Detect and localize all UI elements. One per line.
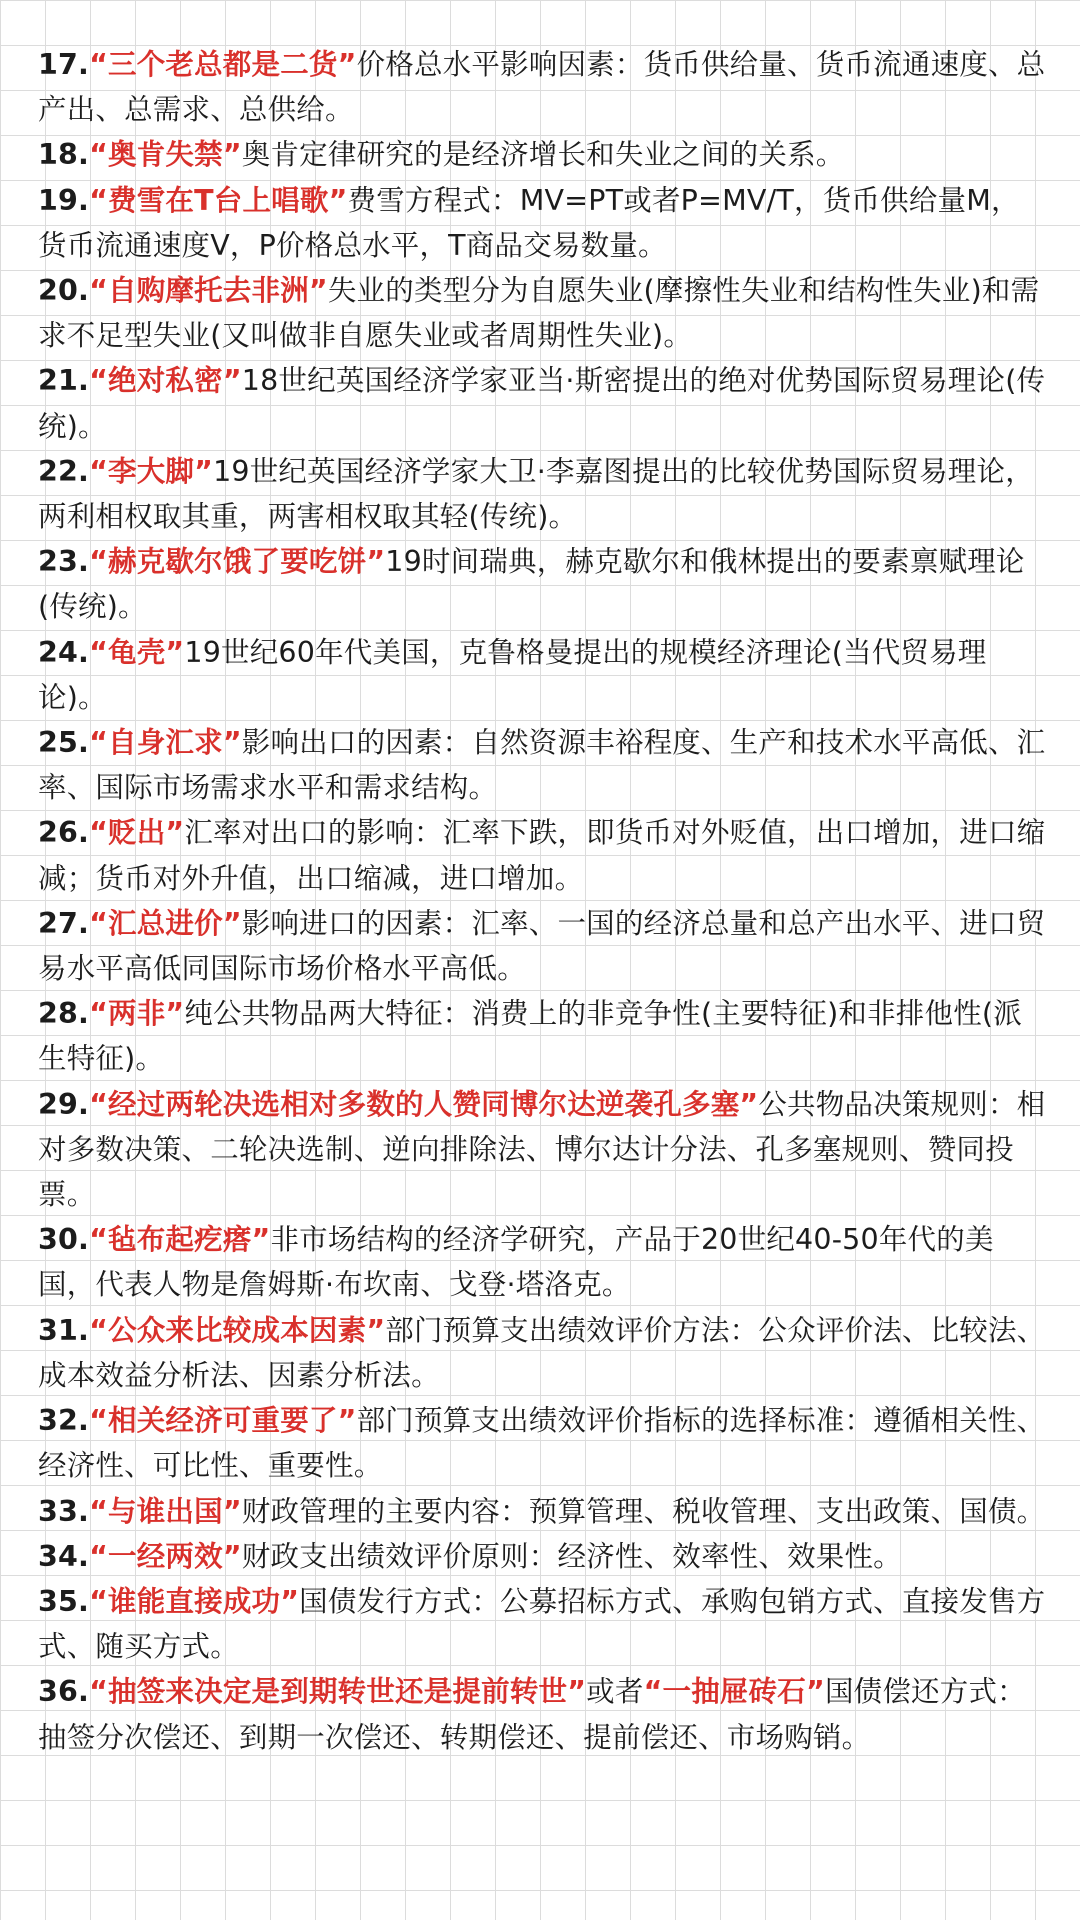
entry-number: 18. xyxy=(38,138,90,172)
mnemonic-phrase: “一经两效” xyxy=(89,1539,242,1573)
mnemonic-phrase: “李大脚” xyxy=(89,454,214,488)
entry-text: 19时间瑞典，赫克歇尔和俄林提出的要素禀赋理论(传统)。 xyxy=(38,545,1025,624)
note-entry xyxy=(38,991,1048,1081)
entry-number: 17. xyxy=(38,48,90,81)
note-entry xyxy=(38,1308,1048,1398)
entry-text: 国债发行方式：公募招标方式、承购包销方式、直接发售方式、随买方式。 xyxy=(38,1584,1046,1664)
entry-text: 失业的类型分为自愿失业(摩擦性失业和结构性失业)和需求不足型失业(又叫做非自愿失业或者周期性失业)。 xyxy=(38,274,1040,353)
entry-text: 公共物品决策规则：相对多数决策、二轮决选制、逆向排除法、博尔达计分法、孔多塞规则、赞同投票。 xyxy=(38,1087,1046,1212)
entry-text: 19世纪英国经济学家大卫·李嘉图提出的比较优势国际贸易理论，两利相权取其重，两害相权取其轻(传统)。 xyxy=(38,454,1034,534)
mnemonic-phrase: “龟壳” xyxy=(89,635,185,669)
mnemonic-phrase: “抽签来决定是到期转世还是提前转世” xyxy=(89,1675,587,1709)
note-entry xyxy=(38,132,1048,177)
entry-text: 费雪方程式：MV=PT或者P=MV/T，货币供给量M，货币流通速度V，P价格总水平，T商品交易数量。 xyxy=(38,183,1020,262)
entry-number: 32. xyxy=(38,1404,90,1438)
note-entry xyxy=(38,42,1048,132)
note-entry xyxy=(38,449,1048,539)
entry-text: 非市场结构的经济学研究，产品于20世纪40-50年代的美国，代表人物是詹姆斯·布坎南、戈登·塔洛克。 xyxy=(38,1223,994,1302)
mnemonic-phrase: “相关经济可重要了” xyxy=(89,1404,357,1438)
entry-number: 26. xyxy=(38,816,90,850)
entry-list xyxy=(38,42,1048,1760)
entry-number: 23. xyxy=(38,545,90,579)
mnemonic-phrase: “奥肯失禁” xyxy=(89,138,242,172)
mnemonic-phrase: “绝对私密” xyxy=(89,364,242,398)
entry-number: 22. xyxy=(38,454,90,488)
mnemonic-phrase: “经过两轮决选相对多数的人赞同博尔达逆袭孔多塞” xyxy=(89,1087,759,1121)
mnemonic-phrase: “两非” xyxy=(89,997,185,1031)
entry-number: 30. xyxy=(38,1223,90,1257)
entry-number: 33. xyxy=(38,1494,90,1528)
mnemonic-phrase: “贬出” xyxy=(89,816,185,850)
mnemonic-phrase: “汇总进价” xyxy=(89,906,242,940)
mnemonic-phrase: “与谁出国” xyxy=(89,1494,242,1528)
note-entry xyxy=(38,1217,1048,1307)
note-entry xyxy=(38,1398,1048,1488)
entry-number: 19. xyxy=(38,183,90,217)
mnemonic-phrase: “自身汇求” xyxy=(89,726,242,760)
mnemonic-phrase: “赫克歇尔饿了要吃饼” xyxy=(89,545,386,579)
entry-number: 36. xyxy=(38,1675,90,1709)
entry-number: 24. xyxy=(38,635,90,669)
note-entry xyxy=(38,1489,1048,1534)
entry-number: 34. xyxy=(38,1539,90,1573)
entry-text: 财政管理的主要内容：预算管理、税收管理、支出政策、国债。 xyxy=(241,1494,1046,1528)
mnemonic-phrase: “公众来比较成本因素” xyxy=(89,1313,386,1347)
note-entry xyxy=(38,720,1048,810)
entry-text: 奥肯定律研究的是经济增长和失业之间的关系。 xyxy=(241,138,845,172)
entry-text: 国债偿还方式：抽签分次偿还、到期一次偿还、转期偿还、提前偿还、市场购销。 xyxy=(38,1675,1026,1754)
entry-number: 27. xyxy=(38,906,90,940)
note-entry xyxy=(38,630,1048,720)
entry-text: 18世纪英国经济学家亚当·斯密提出的绝对优势国际贸易理论(传统)。 xyxy=(38,364,1046,443)
entry-text: 部门预算支出绩效评价方法：公众评价法、比较法、成本效益分析法、因素分析法。 xyxy=(38,1313,1046,1392)
note-entry xyxy=(38,1579,1048,1669)
entry-text: 财政支出绩效评价原则：经济性、效率性、效果性。 xyxy=(241,1539,902,1573)
entry-number: 35. xyxy=(38,1584,90,1618)
entry-text: 汇率对出口的影响：汇率下跌，即货币对外贬值，出口增加，进口缩减；货币对外升值，出口缩减，进口增加。 xyxy=(38,816,1046,895)
note-entry xyxy=(38,268,1048,358)
note-entry xyxy=(38,1669,1048,1759)
entry-number: 25. xyxy=(38,726,90,760)
note-entry xyxy=(38,810,1048,900)
mnemonic-phrase: “费雪在T台上唱歌” xyxy=(89,183,348,217)
mnemonic-phrase: “三个老总都是二货” xyxy=(89,48,357,81)
mnemonic-phrase: “谁能直接成功” xyxy=(89,1584,300,1618)
entry-number: 31. xyxy=(38,1313,90,1347)
entry-text: 影响出口的因素：自然资源丰裕程度、生产和技术水平高低、汇率、国际市场需求水平和需求结构。 xyxy=(38,726,1046,805)
entry-text: 或者 xyxy=(586,1675,644,1709)
notes-page xyxy=(38,42,1048,1760)
entry-number: 20. xyxy=(38,274,90,308)
entry-number: 21. xyxy=(38,364,90,398)
entry-number: 28. xyxy=(38,997,90,1031)
note-entry xyxy=(38,539,1048,629)
note-entry xyxy=(38,1534,1048,1579)
mnemonic-phrase: “一抽屉砖石” xyxy=(643,1675,825,1709)
note-entry xyxy=(38,358,1048,448)
entry-text: 19世纪60年代美国，克鲁格曼提出的规模经济理论(当代贸易理论)。 xyxy=(38,635,987,714)
entry-text: 部门预算支出绩效评价指标的选择标准：遵循相关性、经济性、可比性、重要性。 xyxy=(38,1404,1046,1483)
note-entry xyxy=(38,901,1048,991)
note-entry xyxy=(38,178,1048,268)
note-entry xyxy=(38,1082,1048,1218)
entry-text: 价格总水平影响因素：货币供给量、货币流通速度、总产出、总需求、总供给。 xyxy=(38,48,1046,127)
entry-number: 29. xyxy=(38,1087,90,1121)
entry-text: 影响进口的因素：汇率、一国的经济总量和总产出水平、进口贸易水平高低同国际市场价格水平高低。 xyxy=(38,906,1046,986)
mnemonic-phrase: “毡布起疙瘩” xyxy=(89,1223,271,1257)
mnemonic-phrase: “自购摩托去非洲” xyxy=(89,274,328,308)
entry-text: 纯公共物品两大特征：消费上的非竞争性(主要特征)和非排他性(派生特征)。 xyxy=(38,997,1022,1076)
